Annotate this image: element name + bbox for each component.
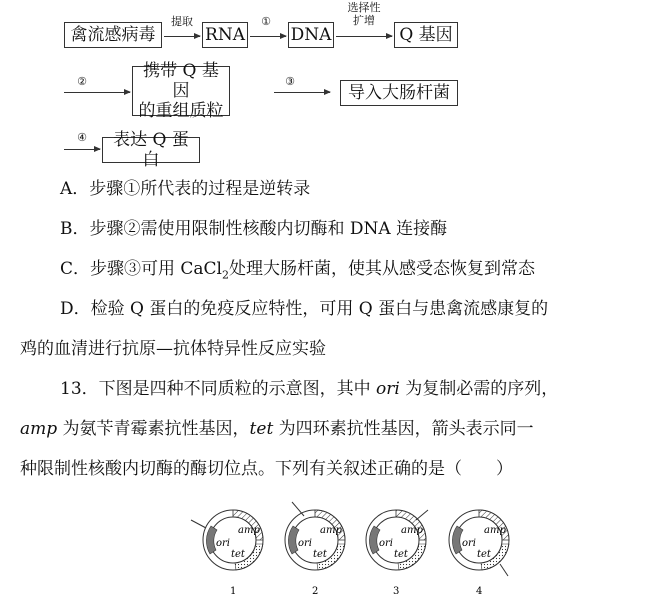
plasmid-4-amp-label: amp (484, 525, 506, 536)
flow-step-1: ① (261, 15, 271, 28)
flow-arrow-extract (164, 36, 200, 37)
option-b: B．步骤②需使用限制性核酸内切酶和 DNA 连接酶 (60, 219, 448, 239)
q13-l2-a: 为氨苄青霉素抗性基因， (57, 419, 250, 439)
flow-box-q-gene: Q 基因 (394, 22, 458, 48)
plasmid-figure (0, 494, 655, 604)
plasmid-3-number: 3 (393, 586, 400, 597)
plasmid-3 (366, 510, 428, 597)
question-13-line3: 种限制性核酸内切酶的酶切位点。下列有关叙述正确的是（ ） (20, 459, 513, 479)
option-a: A．步骤①所代表的过程是逆转录 (60, 179, 311, 199)
flow-arrow-step2 (64, 92, 130, 93)
flow-box-rna: RNA (202, 22, 248, 48)
plasmid-1-number: 1 (230, 586, 237, 597)
plasmid-3-amp-label: amp (401, 525, 423, 536)
q13-tet: tet (249, 419, 274, 439)
plasmid-1-cut-arrow (191, 520, 206, 528)
flow-arrow-step4 (64, 149, 100, 150)
q13-l1-b: 为复制必需的序列， (399, 379, 559, 399)
flow-box-recombinant-line2: 的重组质粒 (138, 101, 224, 121)
plasmid-1-tet-label: tet (231, 549, 245, 560)
plasmid-1 (191, 510, 263, 597)
flow-label-select-1: 选择性 (347, 1, 381, 14)
plasmid-2-cut-arrow (292, 502, 304, 516)
plasmid-1-amp-label: amp (238, 525, 260, 536)
q13-ori: ori (376, 379, 400, 399)
q13-l2-b: 为四环素抗性基因，箭头表示同一 (273, 419, 534, 439)
flow-step-4: ④ (77, 131, 87, 144)
flow-box-avian-flu-virus: 禽流感病毒 (64, 22, 162, 48)
flow-step-2: ② (77, 75, 87, 88)
plasmid-2 (285, 502, 345, 597)
plasmid-4-ori-label: ori (462, 538, 476, 549)
flow-arrow-step1 (250, 36, 286, 37)
flow-arrow-step3 (274, 92, 330, 93)
plasmid-2-number: 2 (312, 586, 319, 597)
flow-label-select-2: 扩增 (353, 14, 375, 27)
flow-box-dna: DNA (288, 22, 334, 48)
plasmid-4-number: 4 (476, 586, 483, 597)
option-c-sub: 2 (222, 268, 229, 282)
question-13-line1 (60, 378, 558, 400)
option-d-line1: D．检验 Q 蛋白的免疫反应特性，可用 Q 蛋白与患禽流感康复的 (60, 299, 549, 319)
option-c (60, 258, 535, 286)
option-c-post: 处理大肠杆菌，使其从感受态恢复到常态 (229, 259, 535, 279)
plasmid-2-amp-label: amp (320, 525, 342, 536)
plasmid-2-tet-label: tet (313, 549, 327, 560)
plasmid-4 (449, 510, 509, 597)
plasmid-2-ori-label: ori (298, 538, 312, 549)
q13-l1-a: 13．下图是四种不同质粒的示意图，其中 (60, 379, 377, 399)
flow-label-extract: 提取 (171, 15, 193, 28)
plasmid-3-tet-label: tet (394, 549, 408, 560)
plasmid-3-cut-arrow (416, 510, 428, 520)
flow-box-import-ecoli: 导入大肠杆菌 (340, 80, 458, 106)
flow-arrow-select (336, 36, 392, 37)
plasmid-4-cut-arrow (500, 564, 508, 576)
question-13-line2 (20, 418, 534, 440)
flow-box-recombinant-plasmid (132, 61, 230, 121)
q13-amp: amp (20, 419, 58, 439)
plasmid-3-ori-label: ori (379, 538, 393, 549)
option-c-pre: C．步骤③可用 CaCl (60, 259, 222, 279)
plasmid-1-ori-label: ori (216, 538, 230, 549)
plasmid-4-tet-label: tet (477, 549, 491, 560)
flow-box-recombinant-line1: 携带 Q 基因 (143, 61, 219, 101)
flow-step-3: ③ (285, 75, 295, 88)
option-d-line2: 鸡的血清进行抗原—抗体特异性反应实验 (20, 339, 326, 359)
flow-box-express-q-protein: 表达 Q 蛋白 (102, 137, 200, 163)
